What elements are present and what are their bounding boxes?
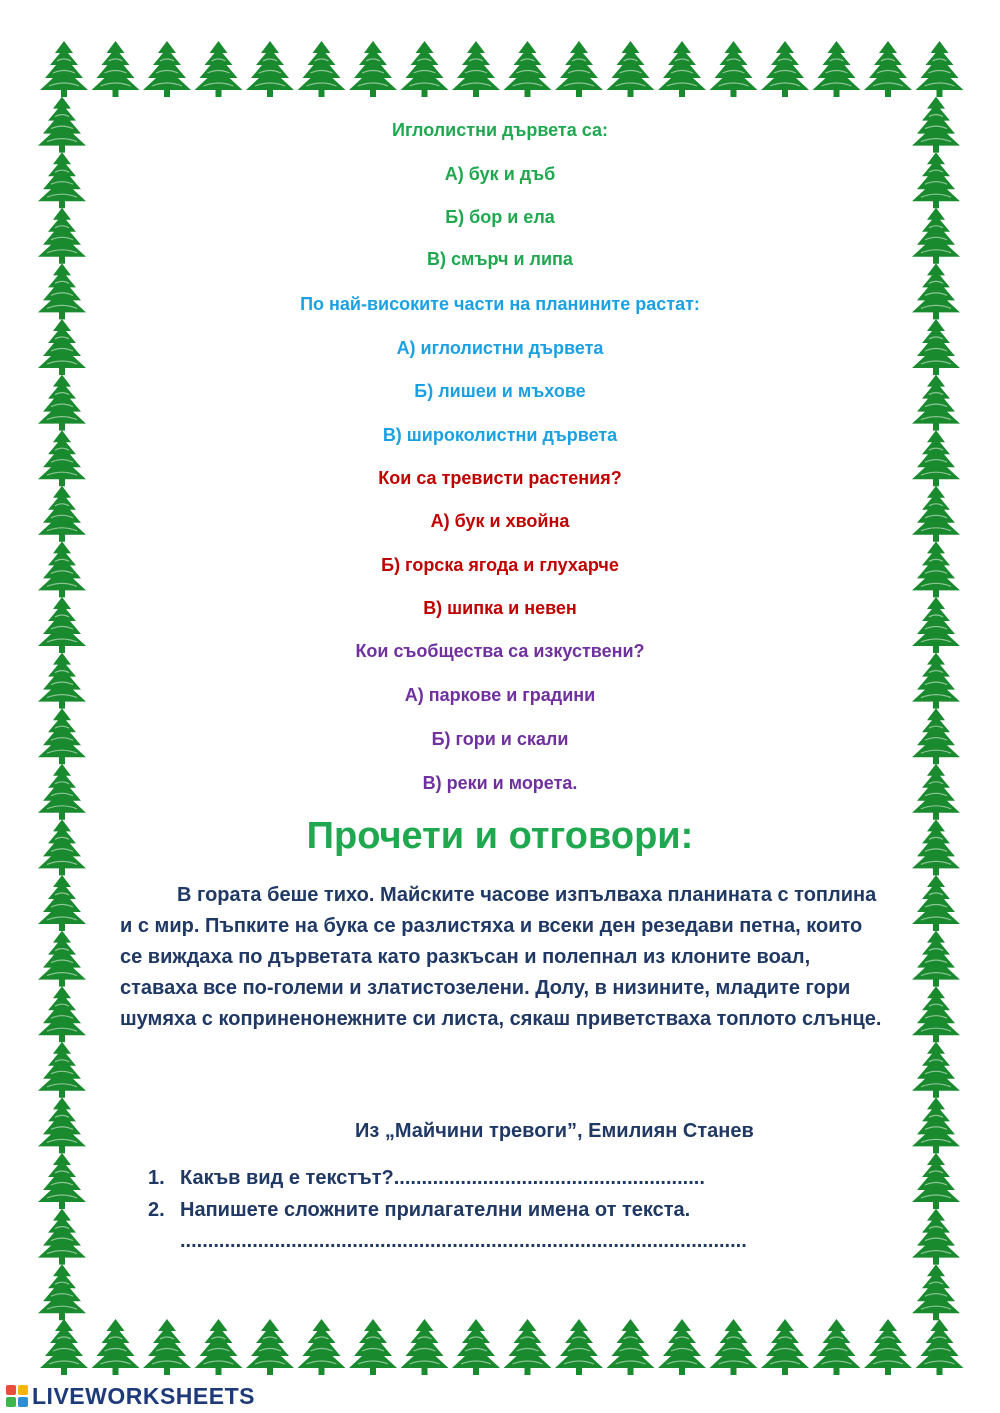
tree-icon — [504, 41, 552, 97]
tree-icon — [452, 41, 500, 97]
task-2 — [148, 1199, 690, 1222]
logo-mark-icon — [6, 1385, 28, 1407]
question-1-option-b[interactable]: Б) бор и ела — [445, 207, 555, 227]
tree-icon — [864, 41, 912, 97]
tree-icon — [912, 1209, 960, 1265]
tree-icon — [504, 1319, 552, 1375]
tree-icon — [658, 41, 706, 97]
tree-icon — [555, 1319, 603, 1375]
tree-icon — [298, 41, 346, 97]
tree-icon — [813, 1319, 861, 1375]
tree-icon — [916, 41, 964, 97]
tree-icon — [607, 1319, 655, 1375]
question-4-option-a[interactable]: А) паркове и градини — [404, 685, 596, 705]
tree-icon — [38, 1097, 86, 1153]
tree-icon — [92, 41, 140, 97]
task-2-text: Напишете сложните прилагателни имена от текста. — [180, 1199, 691, 1221]
task-1-number: 1. — [148, 1167, 165, 1189]
tree-icon — [401, 1319, 449, 1375]
question-2: По най-високите части на планините растат: — [300, 294, 700, 314]
tree-icon — [761, 1319, 809, 1375]
tree-icon — [38, 1209, 86, 1265]
liveworksheets-logo[interactable] — [6, 1382, 255, 1410]
reading-passage — [120, 880, 890, 1035]
tree-icon — [710, 41, 758, 97]
tree-icon — [143, 1319, 191, 1375]
tree-icon — [555, 41, 603, 97]
question-1-option-a[interactable]: А) бук и дъб — [444, 164, 556, 184]
tree-icon — [912, 875, 960, 931]
tree-icon — [38, 986, 86, 1042]
tree-icon — [607, 41, 655, 97]
tree-icon — [349, 41, 397, 97]
tree-icon — [912, 1042, 960, 1098]
tree-icon — [658, 1319, 706, 1375]
question-2-option-c[interactable]: В) широколистни дървета — [382, 425, 618, 445]
task-2-answer-field[interactable]: ...................................................................................................... — [180, 1230, 747, 1252]
tree-icon — [92, 1319, 140, 1375]
question-2-option-a[interactable]: А) иглолистни дървета — [396, 338, 604, 358]
question-4: Кои съобщества са изкуствени? — [355, 641, 645, 661]
tree-icon — [912, 1097, 960, 1153]
question-4-option-c[interactable]: В) реки и морета. — [422, 773, 578, 793]
tree-icon — [912, 1264, 960, 1320]
tree-icon — [195, 41, 243, 97]
question-1-option-c[interactable]: В) смърч и липа — [427, 249, 573, 269]
tree-icon — [916, 1319, 964, 1375]
tree-icon — [40, 41, 88, 97]
tree-icon — [452, 1319, 500, 1375]
task-1-text[interactable]: Какъв вид е текстът?........................................................ — [180, 1167, 705, 1189]
reading-heading: Прочети и отговори: — [306, 815, 694, 857]
tree-icon — [38, 1153, 86, 1209]
tree-icon — [38, 875, 86, 931]
question-4-option-b[interactable]: Б) гори и скали — [431, 729, 569, 749]
question-3-option-a[interactable]: А) бук и хвойна — [430, 511, 570, 531]
question-3-option-c[interactable]: В) шипка и невен — [423, 598, 577, 618]
tree-icon — [38, 931, 86, 987]
question-1: Иглолистни дървета са: — [392, 120, 608, 140]
passage-text: В гората беше тихо. Майските часове изпълваха планината с топлина и с мир. Пъпките на бука се разлистяха и всеки ден резедави петна, които се виждаха по дърветата като разкъсан и полепнал из клоните воал, ставаха все по-големи и златистозелени. Долу, в низините, младите гори шумяха с коприненонежните си листа, сякаш приветстваха топлото слънце. — [120, 884, 882, 1030]
tree-icon — [38, 1264, 86, 1320]
tree-icon — [143, 41, 191, 97]
task-1 — [148, 1167, 705, 1190]
tree-icon — [813, 41, 861, 97]
tree-icon — [246, 41, 294, 97]
task-2-number: 2. — [148, 1199, 165, 1221]
tree-icon — [195, 1319, 243, 1375]
tree-icon — [349, 1319, 397, 1375]
tree-icon — [912, 1153, 960, 1209]
tree-icon — [40, 1319, 88, 1375]
tree-icon — [761, 41, 809, 97]
tree-icon — [298, 1319, 346, 1375]
question-3-option-b[interactable]: Б) горска ягода и глухарче — [381, 555, 619, 575]
tree-icon — [864, 1319, 912, 1375]
passage-source: Из „Майчини тревоги”, Емилиян Станев — [355, 1120, 754, 1142]
logo-text: LIVEWORKSHEETS — [32, 1382, 255, 1409]
question-3: Кои са тревисти растения? — [378, 468, 622, 488]
tree-icon — [912, 931, 960, 987]
tree-icon — [710, 1319, 758, 1375]
tree-icon — [912, 986, 960, 1042]
tree-icon — [401, 41, 449, 97]
tree-icon — [246, 1319, 294, 1375]
tree-icon — [38, 1042, 86, 1098]
question-2-option-b[interactable]: Б) лишеи и мъхове — [414, 381, 586, 401]
